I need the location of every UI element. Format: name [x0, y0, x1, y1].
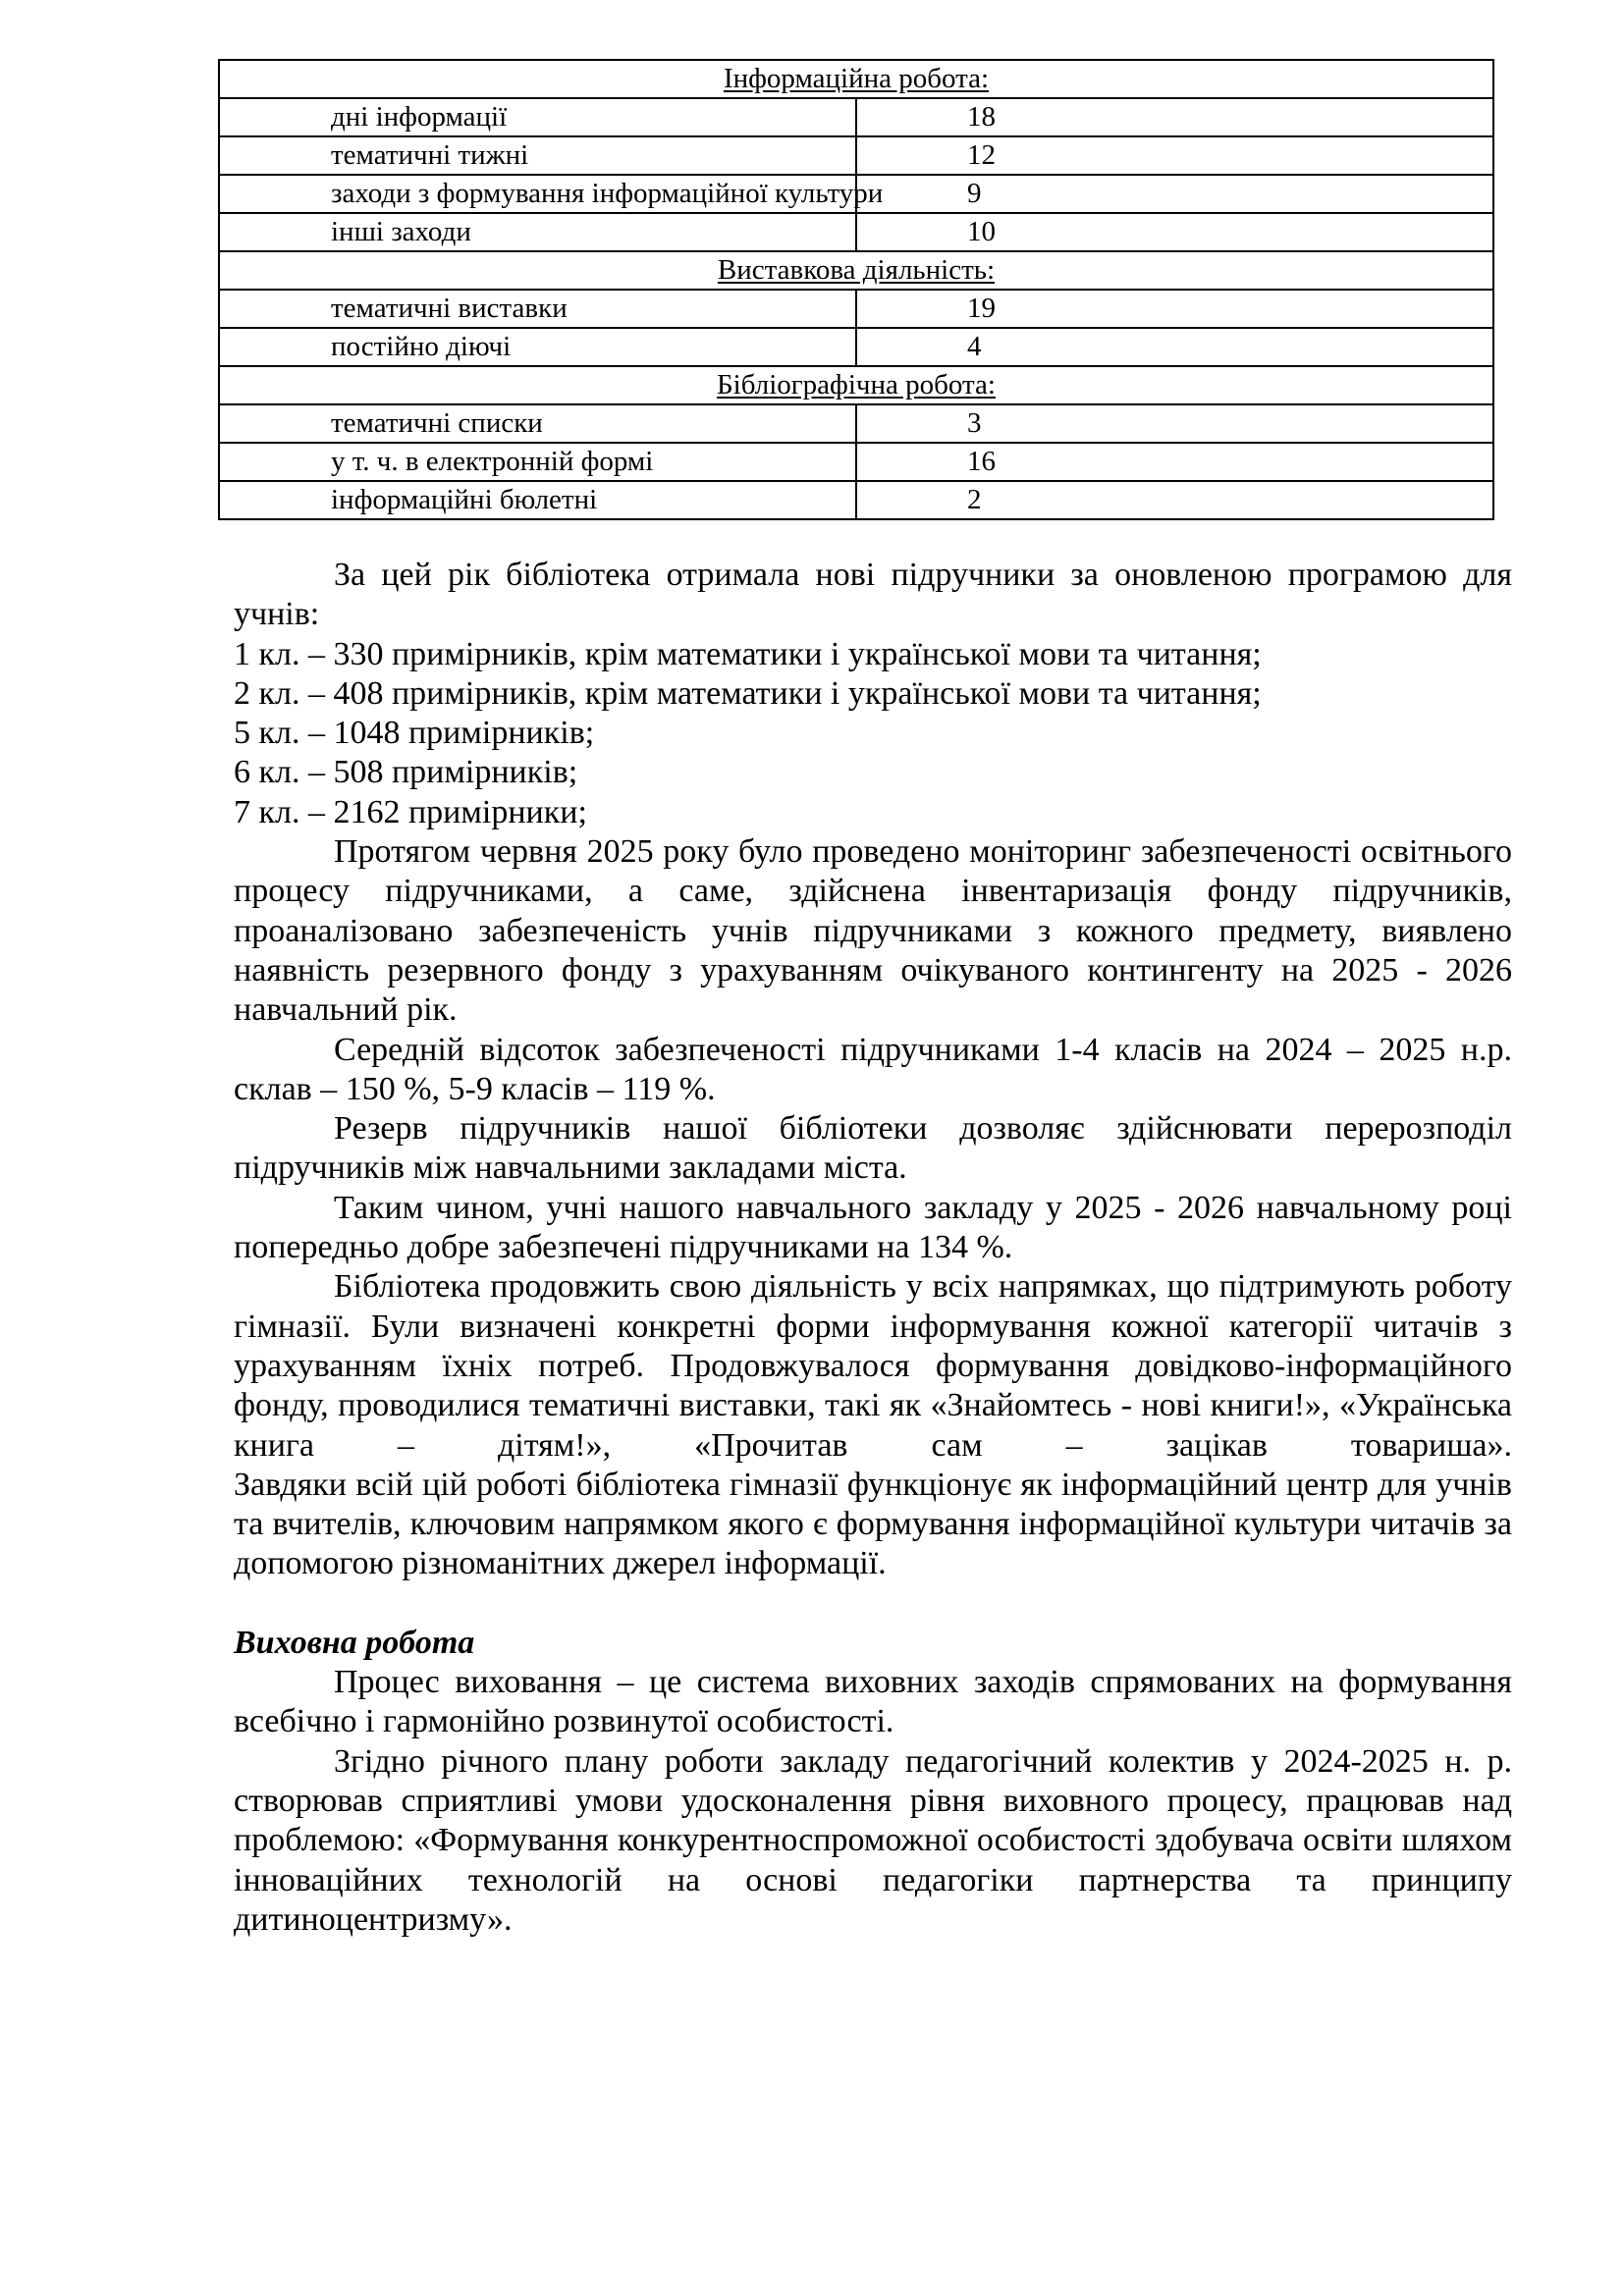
row-label: інші заходи: [219, 213, 856, 251]
table-row: [219, 213, 1493, 251]
continue-paragraph: Бібліотека продовжить свою діяльність у всіх напрямках, що підтримують роботу гімназії. Були визначені конкретні форми інформування кожної категорії читачів з урахуванням їхніх потреб. Продовжувалося формування довідково-інформаційного фонду, проводилися тематичні виставки, такі як «Знайомтесь - нові книги!», «Українська книга – дітям!», «Прочитав сам – зацікав товариша».: [234, 1268, 1512, 1464]
row-value: 4: [856, 328, 1493, 366]
average-paragraph: Середній відсоток забезпеченості підручниками 1-4 класів на 2024 – 2025 н.р. склав – 150 %, 5-9 класів – 119 %.: [234, 1031, 1512, 1107]
row-value: 2: [856, 481, 1493, 519]
section-title-bibliography: Бібліографічна робота:: [717, 369, 996, 400]
table-section-header: [219, 366, 1493, 404]
education-paragraph: Процес виховання – це система виховних заходів спрямованих на формування всебічно і гармонійно розвинутої особистості.: [234, 1664, 1512, 1740]
textbooks-intro: За цей рік бібліотека отримала нові підручники за оновленою програмою для учнів:: [234, 557, 1512, 633]
table-row: [219, 481, 1493, 519]
table-row: [219, 98, 1493, 136]
library-activity-table: [218, 59, 1494, 520]
section-title-information: Інформаційна робота:: [723, 63, 990, 94]
textbooks-list-item: 6 кл. – 508 примірників;: [234, 754, 578, 791]
row-value: 16: [856, 443, 1493, 481]
continue-paragraph-end: Завдяки всій цій роботі бібліотека гімназії функціонує як інформаційний центр для учнів та вчителів, ключовим напрямком якого є формування інформаційної культури читачів за допомогою різноманітних джерел інформації.: [234, 1466, 1512, 1582]
textbooks-list-item: 1 кл. – 330 примірників, крім математики і української мови та читання;: [234, 635, 1262, 672]
summary-paragraph: Таким чином, учні нашого навчального закладу у 2025 - 2026 навчальному році попередньо добре забезпечені підручниками на 134 %.: [234, 1189, 1512, 1266]
table-row: [219, 404, 1493, 443]
row-label: тематичні списки: [219, 404, 856, 443]
row-label: постійно діючі: [219, 328, 856, 366]
row-label: тематичні тижні: [219, 136, 856, 175]
row-value: 3: [856, 404, 1493, 443]
section-title-exhibitions: Виставкова діяльність:: [717, 254, 996, 286]
row-label: у т. ч. в електронній формі: [219, 443, 856, 481]
row-value: 18: [856, 98, 1493, 136]
row-label: інформаційні бюлетні: [219, 481, 856, 519]
table-section-header: [219, 60, 1493, 98]
table-row: [219, 175, 1493, 213]
table-section-header: [219, 251, 1493, 290]
monitoring-paragraph: Протягом червня 2025 року було проведено моніторинг забезпеченості освітнього процесу підручниками, а саме, здійснена інвентаризація фонду підручників, проаналізовано забезпеченість учнів підручниками з кожного предмету, виявлено наявність резервного фонду з урахуванням очікуваного контингенту на 2025 - 2026 навчальний рік.: [234, 833, 1512, 1029]
table-row: [219, 290, 1493, 328]
table-row: [219, 136, 1493, 175]
reserve-paragraph: Резерв підручників нашої бібліотеки дозволяє здійснювати перерозподіл підручників між навчальними закладами міста.: [234, 1110, 1512, 1187]
table-row: [219, 443, 1493, 481]
textbooks-list-item: 2 кл. – 408 примірників, крім математики і української мови та читання;: [234, 674, 1262, 712]
row-value: 12: [856, 136, 1493, 175]
education-paragraph: Згідно річного плану роботи закладу педагогічний колектив у 2024-2025 н. р. створював сприятливі умови удосконалення рівня виховного процесу, працював над проблемою: «Формування конкурентноспроможної особистості здобувача освіти шляхом інноваційних технологій на основі педагогіки партнерства та принципу дитиноцентризму».: [234, 1742, 1512, 1938]
textbooks-list-item: 7 кл. – 2162 примірники;: [234, 793, 587, 830]
table-row: [219, 328, 1493, 366]
row-value: 10: [856, 213, 1493, 251]
document-body: [234, 556, 1512, 1940]
row-label: дні інформації: [219, 98, 856, 136]
section-heading-education: Виховна робота: [234, 1624, 475, 1661]
row-label: тематичні виставки: [219, 290, 856, 328]
textbooks-list-item: 5 кл. – 1048 примірників;: [234, 715, 595, 752]
row-value: 19: [856, 290, 1493, 328]
row-value: 9: [856, 175, 1493, 213]
spacer: [234, 1584, 1512, 1624]
row-label: заходи з формування інформаційної культури: [219, 175, 856, 213]
